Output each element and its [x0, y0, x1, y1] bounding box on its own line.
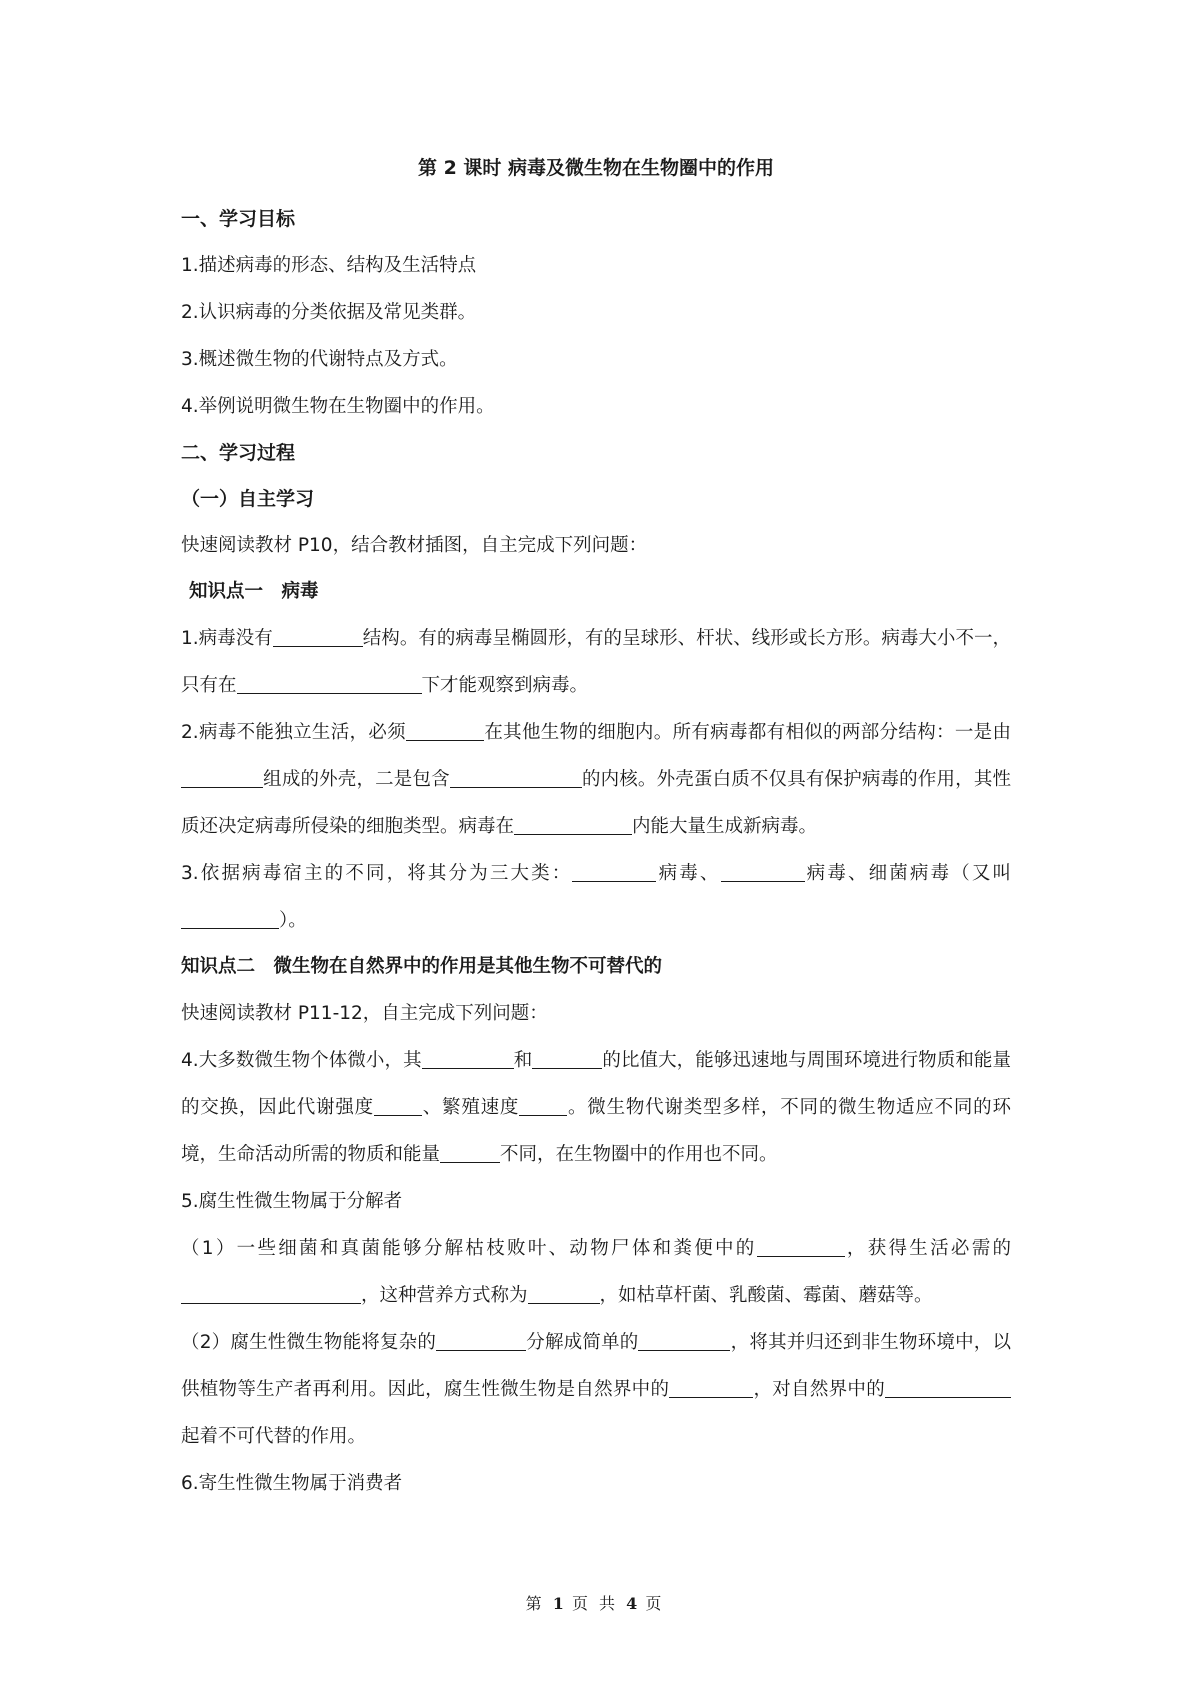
question-3	[181, 850, 1011, 944]
answer-blank[interactable]	[440, 1143, 500, 1163]
answer-blank[interactable]	[514, 815, 632, 835]
question-text: 和	[513, 1050, 533, 1071]
answer-blank[interactable]	[237, 674, 422, 694]
question-text: 2.病毒不能独立生活，必须	[181, 722, 407, 743]
question-text: 下才能观察到病毒。	[421, 675, 589, 696]
answer-blank[interactable]	[519, 1096, 567, 1116]
question-4	[181, 1037, 1011, 1178]
question-text: ，对自然界中的	[753, 1379, 885, 1400]
reading-instruction: 快速阅读教材 P10，结合教材插图，自主完成下列问题：	[181, 535, 648, 556]
question-text: ，如枯草杆菌、乳酸菌、霉菌、蘑菇等。	[599, 1285, 933, 1306]
answer-blank[interactable]	[181, 768, 263, 788]
knowledge-point-heading: 知识点一 病毒	[189, 581, 319, 602]
answer-blank[interactable]	[406, 721, 484, 741]
question-text: 分解成简单的	[526, 1332, 639, 1353]
answer-blank[interactable]	[374, 1096, 422, 1116]
objective-item: 2.认识病毒的分类依据及常见类群。	[181, 302, 477, 323]
question-text: 不同，在生物圈中的作用也不同。	[500, 1144, 778, 1165]
answer-blank[interactable]	[436, 1331, 526, 1351]
answer-blank[interactable]	[757, 1237, 845, 1257]
answer-blank[interactable]	[572, 862, 656, 882]
document-content	[181, 150, 1011, 1507]
question-5: 5.腐生性微生物属于分解者	[181, 1191, 403, 1212]
footer-text: 页	[645, 1594, 665, 1613]
subsection-heading-self-study: （一）自主学习	[181, 488, 315, 510]
page-footer	[0, 1591, 1190, 1614]
question-text: 的比值大，能够迅速地与周围环境进行物质和能量的交换，因此代谢强度	[181, 1050, 1011, 1118]
reading-instruction: 快速阅读教材 P11-12，自主完成下列问题：	[181, 1003, 548, 1024]
question-text: ）。	[279, 910, 307, 931]
question-text: （2）腐生性微生物能将复杂的	[181, 1332, 437, 1353]
question-text: 病毒、细菌病毒（又叫	[804, 863, 1011, 884]
answer-blank[interactable]	[181, 909, 279, 929]
question-text: 、繁殖速度	[421, 1097, 520, 1118]
footer-text: 页 共	[571, 1594, 619, 1613]
answer-blank[interactable]	[273, 627, 363, 647]
question-5-1	[181, 1225, 1011, 1319]
question-text: 。微生物代谢类型多样，不同的微生物适应不同的环境，生命活动所需的物质和能量	[181, 1097, 1011, 1165]
objective-item: 4.举例说明微生物在生物圈中的作用。	[181, 396, 495, 417]
answer-blank[interactable]	[532, 1049, 602, 1069]
knowledge-point-heading: 知识点二 微生物在自然界中的作用是其他生物不可替代的	[181, 956, 663, 977]
answer-blank[interactable]	[669, 1378, 753, 1398]
question-text: 组成的外壳，二是包含	[263, 769, 450, 790]
answer-blank[interactable]	[721, 862, 805, 882]
question-1	[181, 615, 1011, 709]
objective-item: 3.概述微生物的代谢特点及方式。	[181, 349, 458, 370]
question-text: 的内核。外壳蛋白质不仅具有保护病毒的作用，其性质还决定病毒所侵染的细胞类型。病毒在	[181, 769, 1011, 837]
section-heading-process: 二、学习过程	[181, 442, 296, 464]
footer-text: 第	[525, 1594, 545, 1613]
question-2	[181, 709, 1011, 850]
question-text: ，获得生活必需的	[844, 1238, 1011, 1259]
answer-blank[interactable]	[885, 1378, 1011, 1398]
question-text: 结构。有的病毒呈椭圆形，有的呈球形、杆状、线形或长方形。病毒大小不一，只有在	[181, 628, 1011, 696]
answer-blank[interactable]	[450, 768, 582, 788]
question-5-2	[181, 1319, 1011, 1460]
question-text: 3.依据病毒宿主的不同，将其分为三大类：	[181, 863, 573, 884]
question-text: 1.病毒没有	[181, 628, 273, 649]
question-text: 4.大多数微生物个体微小，其	[181, 1050, 422, 1071]
question-text: ，将其并归还到非生物环境中，以供植物等生产者再利用。因此，腐生性微生物是自然界中的	[181, 1332, 1011, 1400]
question-text: 起着不可代替的作用。	[181, 1426, 367, 1447]
current-page-number: 1	[552, 1594, 564, 1613]
total-page-count: 4	[626, 1594, 638, 1613]
question-text: 病毒、	[656, 863, 721, 884]
page-title: 第 2 课时 病毒及微生物在生物圈中的作用	[417, 157, 775, 179]
question-text: 在其他生物的细胞内。所有病毒都有相似的两部分结构：一是由	[484, 722, 1011, 743]
answer-blank[interactable]	[181, 1284, 361, 1304]
answer-blank[interactable]	[422, 1049, 514, 1069]
question-6: 6.寄生性微生物属于消费者	[181, 1473, 403, 1494]
question-text: （1）一些细菌和真菌能够分解枯枝败叶、动物尸体和粪便中的	[181, 1238, 757, 1259]
section-heading-objectives: 一、学习目标	[181, 208, 296, 230]
objective-item: 1.描述病毒的形态、结构及生活特点	[181, 255, 477, 276]
question-text: ，这种营养方式称为	[361, 1285, 528, 1306]
answer-blank[interactable]	[528, 1284, 600, 1304]
question-text: 内能大量生成新病毒。	[632, 816, 818, 837]
answer-blank[interactable]	[638, 1331, 730, 1351]
